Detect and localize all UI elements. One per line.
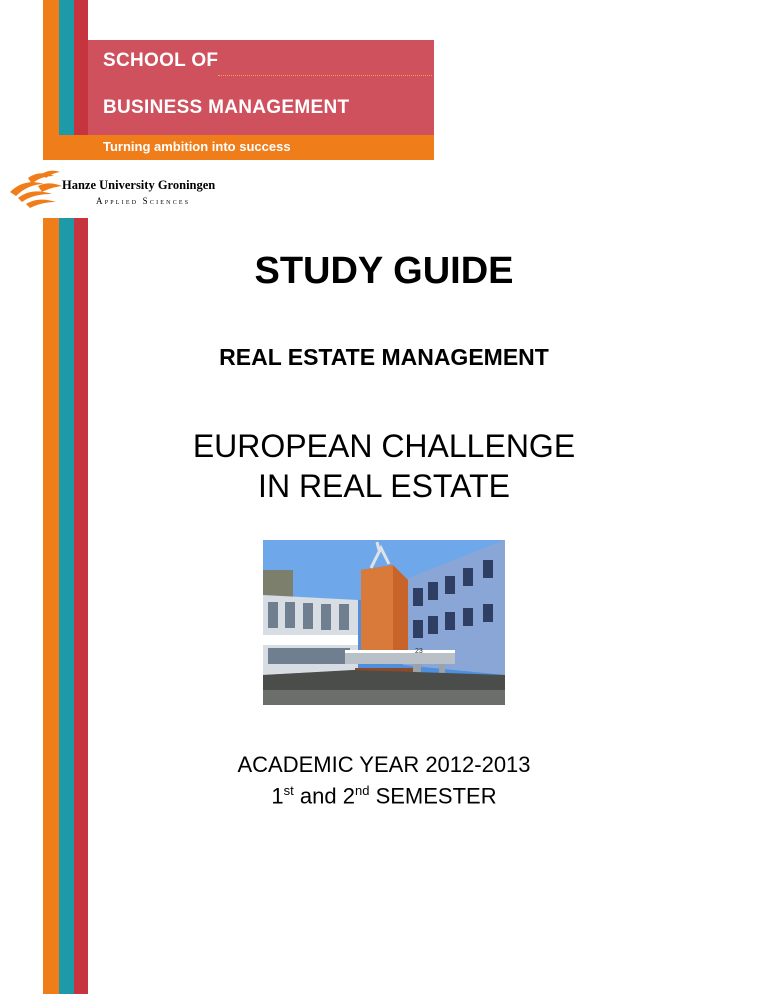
- building-photo-drawing: [263, 540, 505, 705]
- academic-year: ACADEMIC YEAR 2012-2013: [237, 752, 531, 777]
- semester-sup2: nd: [354, 783, 370, 798]
- course-title-line1: EUROPEAN CHALLENGE: [192, 428, 576, 464]
- semester-word: SEMESTER: [375, 783, 497, 809]
- document-title: STUDY GUIDE: [254, 250, 514, 292]
- banner-school-of: SCHOOL OF: [103, 50, 219, 71]
- university-subtitle-text: Applied Sciences: [96, 196, 191, 206]
- semester-num1: 1: [271, 783, 284, 809]
- banner-tagline: Turning ambition into success: [103, 139, 291, 154]
- document-subtitle: REAL ESTATE MANAGEMENT: [219, 344, 549, 370]
- course-title-line2: IN REAL ESTATE: [258, 468, 510, 504]
- semester-sup1: st: [283, 783, 294, 798]
- semester-line: [0, 778, 768, 809]
- building-sign-text: 23: [415, 648, 423, 655]
- academic-year-block: [0, 752, 768, 809]
- hanze-flame-logo-icon: [8, 168, 68, 212]
- university-subtitle: [96, 196, 190, 206]
- semester-and: and 2: [299, 783, 355, 809]
- course-title: [0, 426, 768, 506]
- university-name: Hanze University Groningen: [62, 178, 216, 192]
- building-photo: [263, 540, 505, 705]
- banner-business-management: BUSINESS MANAGEMENT: [103, 97, 350, 118]
- banner-dotted-divider: [218, 75, 432, 76]
